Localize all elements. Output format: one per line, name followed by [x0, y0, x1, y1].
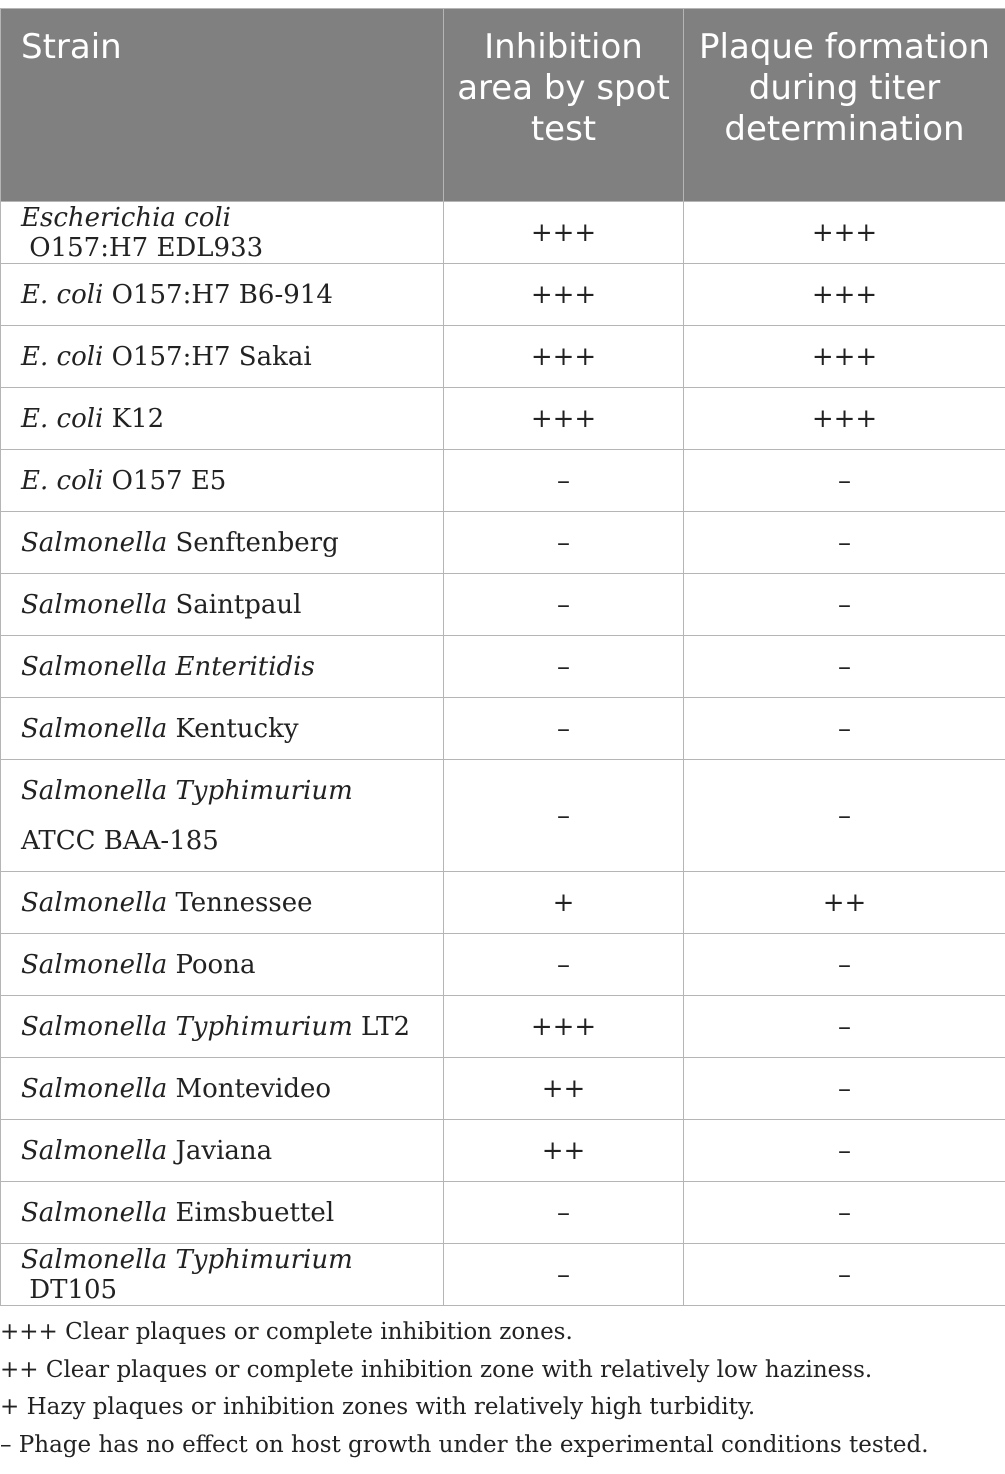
spot-value: – [444, 1182, 684, 1244]
strain-detail: O157:H7 EDL933 [21, 232, 264, 263]
strain-genus: Salmonella Enteritidis [21, 651, 315, 682]
plaque-value: – [684, 512, 1005, 574]
strain-cell [1, 1058, 444, 1120]
strain-genus: Escherichia coli [21, 202, 231, 233]
plaque-value: – [684, 1058, 1005, 1120]
spot-value: ++ [444, 1120, 684, 1182]
table-row [1, 698, 1005, 760]
strain-cell [1, 1182, 444, 1244]
strain-genus: Salmonella [21, 713, 168, 744]
plaque-value: – [684, 996, 1005, 1058]
strain-detail: Poona [167, 949, 256, 980]
strain-cell [1, 760, 444, 872]
table-row [1, 1120, 1005, 1182]
strain-cell [1, 202, 444, 264]
strain-cell [1, 450, 444, 512]
strain-genus: E. coli [21, 465, 104, 496]
table-row [1, 264, 1005, 326]
plaque-value: +++ [684, 326, 1005, 388]
plaque-value: +++ [684, 264, 1005, 326]
spot-value: +++ [444, 996, 684, 1058]
plaque-value: – [684, 450, 1005, 512]
strain-genus: Salmonella [21, 1197, 168, 1228]
spot-value: +++ [444, 202, 684, 264]
strain-cell [1, 388, 444, 450]
strain-genus: Salmonella [21, 1073, 168, 1104]
table-row [1, 760, 1005, 872]
strain-detail: ATCC BAA-185 [21, 825, 219, 856]
header-spot-test: Inhibition area by spot test [444, 9, 684, 202]
plaque-value: – [684, 636, 1005, 698]
table-row [1, 1244, 1005, 1306]
strain-detail: LT2 [352, 1011, 411, 1042]
table-row [1, 326, 1005, 388]
spot-value: +++ [444, 388, 684, 450]
plaque-value: – [684, 934, 1005, 996]
strain-genus: Salmonella [21, 527, 168, 558]
strain-cell [1, 872, 444, 934]
strain-table [0, 8, 1005, 1306]
plaque-value: +++ [684, 202, 1005, 264]
strain-detail: K12 [103, 403, 165, 434]
table-row [1, 450, 1005, 512]
plaque-value: +++ [684, 388, 1005, 450]
strain-cell [1, 996, 444, 1058]
header-plaque-formation: Plaque formation during titer determination [684, 9, 1005, 202]
plaque-value: ++ [684, 872, 1005, 934]
strain-genus: Salmonella Typhimurium [21, 775, 353, 806]
strain-genus: E. coli [21, 341, 104, 372]
table-row [1, 996, 1005, 1058]
strain-detail: Saintpaul [167, 589, 302, 620]
strain-detail: Senftenberg [167, 527, 339, 558]
strain-cell [1, 1244, 444, 1306]
strain-cell [1, 264, 444, 326]
strain-genus: Salmonella [21, 887, 168, 918]
strain-genus: Salmonella [21, 1135, 168, 1166]
spot-value: ++ [444, 1058, 684, 1120]
spot-value: – [444, 760, 684, 872]
spot-value: +++ [444, 326, 684, 388]
spot-value: – [444, 934, 684, 996]
strain-cell [1, 698, 444, 760]
spot-value: – [444, 698, 684, 760]
header-strain: Strain [1, 9, 444, 202]
footnote: + Hazy plaques or inhibition zones with relatively high turbidity. [0, 1394, 756, 1420]
spot-value: +++ [444, 264, 684, 326]
plaque-value: – [684, 1244, 1005, 1306]
strain-detail: O157 E5 [103, 465, 227, 496]
strain-cell [1, 326, 444, 388]
spot-value: + [444, 872, 684, 934]
strain-cell [1, 636, 444, 698]
table-row [1, 574, 1005, 636]
strain-detail: Javiana [167, 1135, 273, 1166]
strain-cell [1, 1120, 444, 1182]
strain-detail: Montevideo [167, 1073, 332, 1104]
table-row [1, 1058, 1005, 1120]
strain-genus: Salmonella [21, 589, 168, 620]
strain-cell [1, 574, 444, 636]
strain-detail: DT105 [21, 1274, 118, 1305]
table-row [1, 872, 1005, 934]
spot-value: – [444, 636, 684, 698]
strain-genus: Salmonella [21, 949, 168, 980]
strain-detail: O157:H7 Sakai [103, 341, 312, 372]
strain-genus: Salmonella Typhimurium [21, 1244, 353, 1275]
strain-cell [1, 934, 444, 996]
table-row [1, 512, 1005, 574]
table-container [0, 8, 1005, 1306]
strain-genus: E. coli [21, 403, 104, 434]
spot-value: – [444, 450, 684, 512]
strain-detail: Eimsbuettel [167, 1197, 335, 1228]
plaque-value: – [684, 1120, 1005, 1182]
table-row [1, 388, 1005, 450]
table-row [1, 934, 1005, 996]
footnote: +++ Clear plaques or complete inhibition zones. [0, 1319, 573, 1345]
footnote: – Phage has no effect on host growth under the experimental conditions tested. [0, 1431, 929, 1458]
strain-detail: Kentucky [167, 713, 299, 744]
table-footnotes [0, 1314, 1005, 1464]
plaque-value: – [684, 698, 1005, 760]
strain-detail: O157:H7 B6-914 [103, 279, 333, 310]
spot-value: – [444, 512, 684, 574]
strain-genus: E. coli [21, 279, 104, 310]
table-row [1, 202, 1005, 264]
table-row [1, 636, 1005, 698]
plaque-value: – [684, 574, 1005, 636]
spot-value: – [444, 574, 684, 636]
plaque-value: – [684, 760, 1005, 872]
footnote: ++ Clear plaques or complete inhibition zone with relatively low haziness. [0, 1356, 873, 1383]
table-row [1, 1182, 1005, 1244]
strain-genus: Salmonella Typhimurium [21, 1011, 353, 1042]
strain-cell [1, 512, 444, 574]
strain-detail: Tennessee [167, 887, 313, 918]
header-row [1, 9, 1005, 202]
plaque-value: – [684, 1182, 1005, 1244]
spot-value: – [444, 1244, 684, 1306]
